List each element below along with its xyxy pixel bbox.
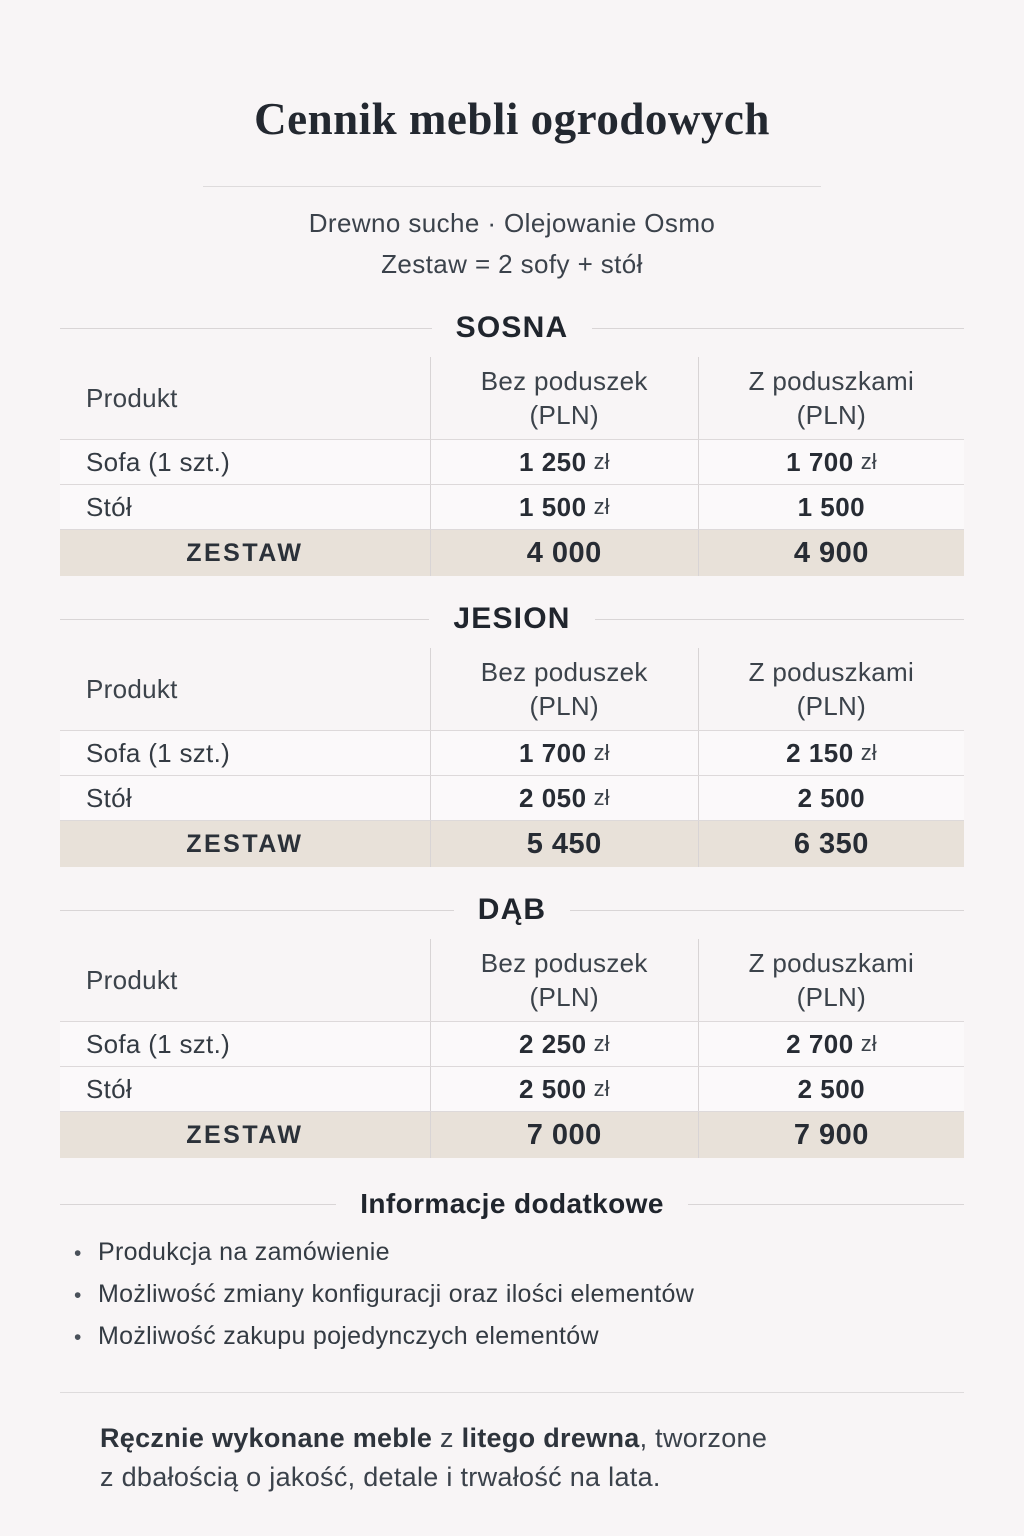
heading-rule-right — [592, 328, 964, 329]
wood-sections-container — [60, 311, 964, 1158]
column-header-label: Bez poduszek — [480, 948, 648, 978]
footer-segment: litego drewna — [461, 1423, 640, 1453]
footer-segment: z — [432, 1423, 462, 1453]
price-value: 2 500 — [797, 1073, 866, 1104]
table-row — [60, 775, 964, 820]
product-cell: Sofa (1 szt.) — [86, 1028, 231, 1059]
price-with-cushions-cell — [698, 1022, 964, 1066]
column-header-unit: (PLN) — [796, 982, 867, 1012]
column-header-without-cushions — [430, 939, 698, 1021]
additional-info-list — [74, 1232, 964, 1358]
wood-section — [60, 602, 964, 867]
price-value: 1 700 — [786, 446, 854, 477]
currency-suffix: zł — [860, 740, 877, 765]
currency-suffix: zł — [860, 1031, 877, 1056]
product-cell: ZESTAW — [186, 538, 304, 567]
price-with-cushions-cell — [698, 1067, 964, 1111]
price-value: 2 250 — [519, 1028, 587, 1059]
heading-rule-left — [60, 328, 432, 329]
heading-rule-right — [595, 619, 964, 620]
section-heading — [60, 602, 964, 636]
price-without-cushions-cell — [430, 530, 698, 576]
currency-suffix: zł — [860, 449, 877, 474]
price-without-cushions-cell — [430, 485, 698, 529]
wood-section — [60, 893, 964, 1158]
price-without-cushions-cell — [430, 731, 698, 775]
footer-line-1 — [100, 1419, 964, 1458]
bullet-icon: • — [74, 1284, 82, 1307]
column-header-unit: (PLN) — [529, 400, 599, 430]
subtitle-line-2: Zestaw = 2 sofy + stół — [381, 249, 643, 279]
price-value: 2 050 — [519, 782, 587, 813]
section-title: SOSNA — [455, 311, 569, 344]
table-row — [60, 1066, 964, 1111]
currency-suffix: zł — [593, 1031, 610, 1056]
heading-rule-right — [688, 1204, 964, 1205]
column-header-label: Bez poduszek — [480, 657, 648, 687]
price-with-cushions-cell — [698, 776, 964, 820]
footer-line-2: z dbałością o jakość, detale i trwałość na lata. — [100, 1462, 661, 1492]
heading-rule-left — [60, 619, 429, 620]
heading-rule-left — [60, 1204, 336, 1205]
footer-text — [100, 1419, 964, 1497]
product-cell: Stół — [86, 491, 133, 522]
bullet-icon: • — [74, 1242, 82, 1265]
section-heading — [60, 893, 964, 927]
section-heading — [60, 311, 964, 345]
footer-segment: Ręcznie wykonane meble — [100, 1423, 433, 1453]
price-without-cushions-cell — [430, 1022, 698, 1066]
column-header-with-cushions — [698, 357, 964, 439]
table-row-total — [60, 820, 964, 867]
product-cell: Stół — [86, 782, 133, 813]
price-with-cushions-cell — [698, 530, 964, 576]
column-header-unit: (PLN) — [529, 982, 599, 1012]
column-header-label: Z poduszkami — [748, 657, 915, 687]
price-value: 4 900 — [793, 536, 869, 569]
table-row — [60, 484, 964, 529]
price-table — [60, 648, 964, 867]
column-header-product: Produkt — [86, 383, 178, 413]
column-header-unit: (PLN) — [529, 691, 599, 721]
table-row — [60, 730, 964, 775]
section-title: JESION — [453, 602, 571, 635]
price-value: 1 500 — [797, 491, 866, 522]
additional-info-heading — [60, 1188, 964, 1220]
column-header-label: Z poduszkami — [748, 366, 915, 396]
table-row-total — [60, 1111, 964, 1158]
price-without-cushions-cell — [430, 776, 698, 820]
price-with-cushions-cell — [698, 485, 964, 529]
currency-suffix: zł — [593, 1076, 610, 1101]
currency-suffix: zł — [593, 449, 610, 474]
price-value: 6 350 — [793, 827, 869, 860]
table-header-row — [60, 939, 964, 1021]
table-row — [60, 439, 964, 484]
title-divider — [203, 186, 821, 187]
wood-section — [60, 311, 964, 576]
price-with-cushions-cell — [698, 1112, 964, 1158]
additional-info-text: Możliwość zmiany konfiguracji oraz ilości elementów — [98, 1280, 695, 1308]
table-header-row — [60, 648, 964, 730]
column-header-with-cushions — [698, 648, 964, 730]
additional-info-title: Informacje dodatkowe — [360, 1188, 664, 1219]
column-header-without-cushions — [430, 357, 698, 439]
price-without-cushions-cell — [430, 821, 698, 867]
price-table — [60, 357, 964, 576]
subtitle-line-1: Drewno suche · Olejowanie Osmo — [308, 208, 716, 238]
additional-info-item — [74, 1316, 964, 1358]
price-value: 2 700 — [786, 1028, 854, 1059]
table-row — [60, 1021, 964, 1066]
price-with-cushions-cell — [698, 440, 964, 484]
price-table — [60, 939, 964, 1158]
price-value: 1 500 — [519, 491, 587, 522]
price-without-cushions-cell — [430, 440, 698, 484]
additional-info-text: Możliwość zakupu pojedynczych elementów — [98, 1322, 599, 1350]
price-value: 7 900 — [793, 1118, 869, 1151]
price-value: 2 500 — [519, 1073, 587, 1104]
product-cell: Stół — [86, 1073, 133, 1104]
price-value: 7 000 — [526, 1118, 602, 1151]
table-row-total — [60, 529, 964, 576]
table-header-row — [60, 357, 964, 439]
currency-suffix: zł — [593, 740, 610, 765]
column-header-unit: (PLN) — [796, 691, 867, 721]
heading-rule-left — [60, 910, 454, 911]
price-without-cushions-cell — [430, 1112, 698, 1158]
price-value: 2 500 — [797, 782, 866, 813]
currency-suffix: zł — [593, 785, 610, 810]
product-cell: Sofa (1 szt.) — [86, 737, 231, 768]
additional-info-text: Produkcja na zamówienie — [98, 1238, 390, 1266]
section-title: DĄB — [477, 893, 547, 926]
column-header-label: Z poduszkami — [748, 948, 915, 978]
price-value: 1 700 — [519, 737, 587, 768]
price-value: 4 000 — [526, 536, 602, 569]
column-header-unit: (PLN) — [796, 400, 867, 430]
column-header-product: Produkt — [86, 965, 178, 995]
product-cell: ZESTAW — [186, 829, 304, 858]
bottom-divider — [60, 1392, 964, 1393]
product-cell: Sofa (1 szt.) — [86, 446, 231, 477]
column-header-with-cushions — [698, 939, 964, 1021]
footer-segment: , tworzone — [639, 1423, 768, 1453]
price-value: 5 450 — [526, 827, 602, 860]
heading-rule-right — [570, 910, 964, 911]
column-header-without-cushions — [430, 648, 698, 730]
column-header-label: Bez poduszek — [480, 366, 648, 396]
column-header-product: Produkt — [86, 674, 178, 704]
price-value: 2 150 — [786, 737, 854, 768]
price-value: 1 250 — [519, 446, 587, 477]
product-cell: ZESTAW — [186, 1120, 304, 1149]
additional-info-item — [74, 1232, 964, 1274]
price-with-cushions-cell — [698, 821, 964, 867]
currency-suffix: zł — [593, 494, 610, 519]
additional-info-item — [74, 1274, 964, 1316]
page-title: Cennik mebli ogrodowych — [254, 94, 770, 144]
bullet-icon: • — [74, 1326, 82, 1349]
price-without-cushions-cell — [430, 1067, 698, 1111]
price-with-cushions-cell — [698, 731, 964, 775]
